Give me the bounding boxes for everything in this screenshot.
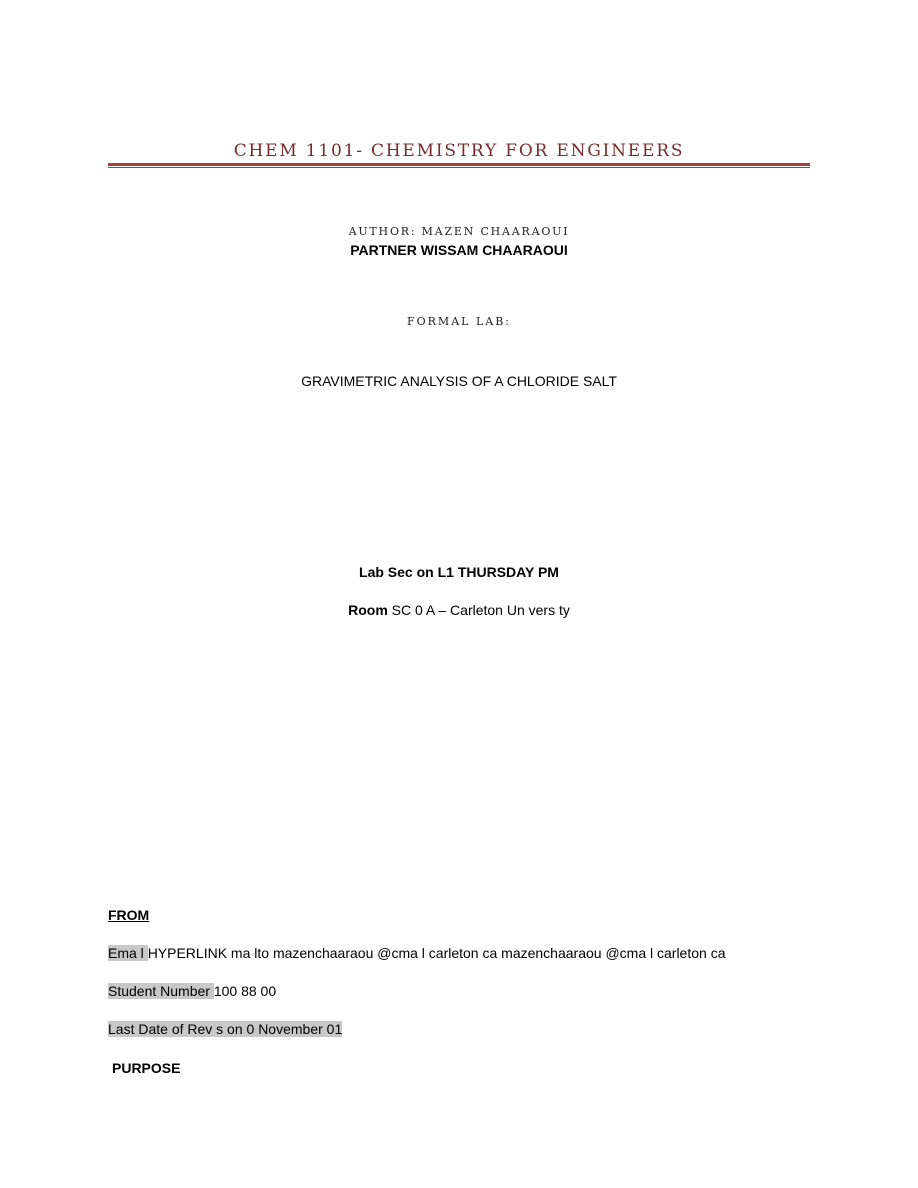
email-hyperlink[interactable]: HYPERLINK ma lto mazenchaaraou @cma l carleton ca mazenchaaraou @cma l carleton ca — [147, 945, 726, 961]
course-title: CHEM 1101- CHEMISTRY FOR ENGINEERS — [233, 141, 685, 161]
partner-line: PARTNER WISSAM CHAARAOUI — [350, 242, 568, 258]
lab-title: GRAVIMETRIC ANALYSIS OF A CHLORIDE SALT — [301, 373, 617, 389]
student-number-line — [108, 983, 276, 999]
room-label: Room — [348, 602, 388, 618]
title-rule-thin — [108, 167, 810, 168]
revision-line — [108, 1021, 342, 1037]
email-line — [108, 945, 725, 961]
student-number-value: 100 88 00 — [213, 983, 277, 999]
revision-date: Last Date of Rev s on 0 November 01 — [108, 1021, 343, 1037]
email-label: Ema l — [108, 945, 148, 961]
from-heading: FROM — [108, 907, 150, 923]
lab-section: Lab Sec on L1 THURSDAY PM — [359, 564, 559, 580]
student-number-label: Student Number — [108, 983, 214, 999]
title-rule-thick — [108, 163, 810, 166]
formal-lab-label: FORMAL LAB: — [407, 315, 511, 328]
room-value: SC 0 A – Carleton Un vers ty — [387, 602, 570, 618]
author-line: AUTHOR: MAZEN CHAARAOUI — [348, 225, 570, 238]
purpose-heading: PURPOSE — [112, 1060, 181, 1076]
room-line — [108, 602, 810, 618]
